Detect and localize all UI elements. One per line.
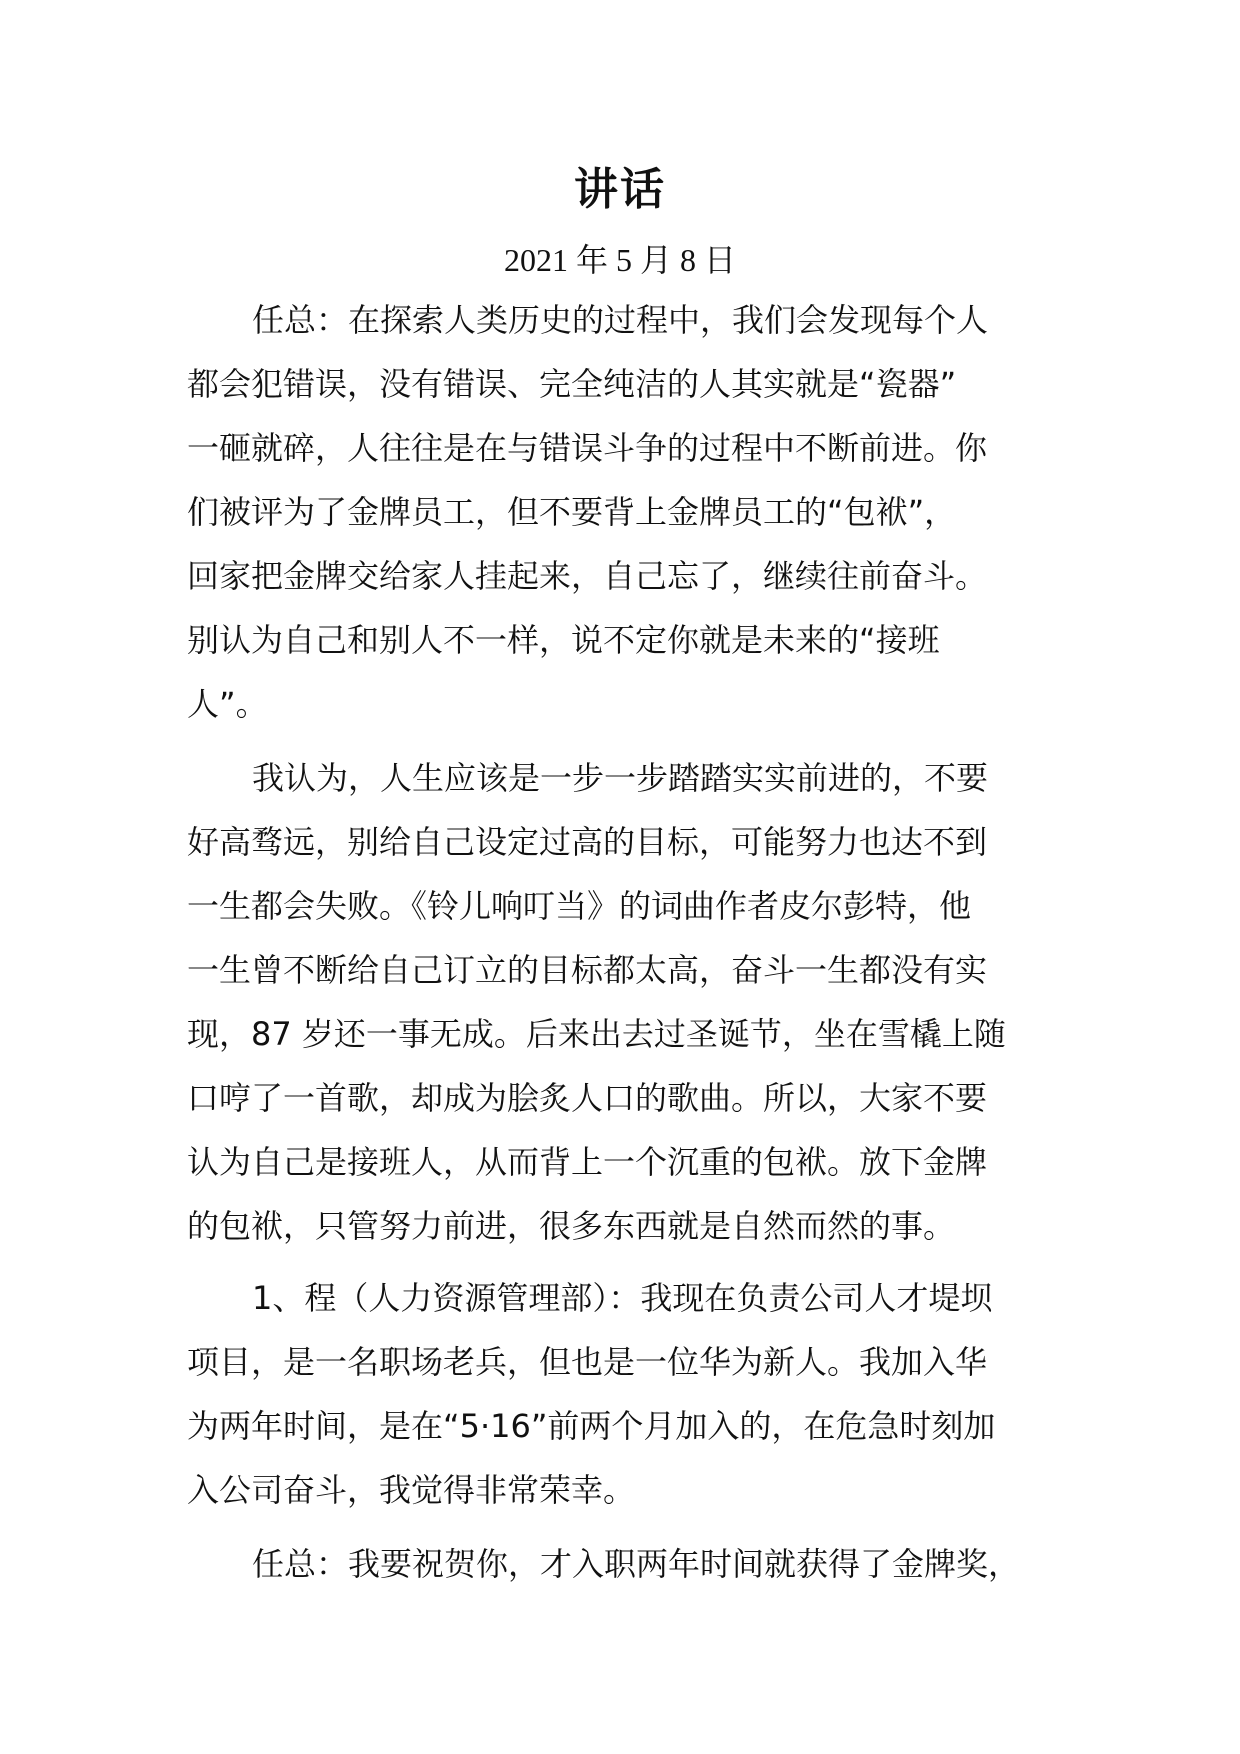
text-line: 一砸就碎，人往往是在与错误斗争的过程中不断前进。你 <box>187 429 988 467</box>
text-line: 入公司奋斗，我觉得非常荣幸。 <box>187 1471 636 1509</box>
text-line: 都会犯错误，没有错误、完全纯洁的人其实就是“瓷器” <box>187 365 957 403</box>
text-line: 好高骛远，别给自己设定过高的目标，可能努力也达不到 <box>187 823 988 861</box>
document-date: 2021 年 5 月 8 日 <box>503 242 736 278</box>
text-line: 我认为，人生应该是一步一步踏踏实实前进的，不要 <box>252 759 989 797</box>
text-line: 现，87 岁还一事无成。后来出去过圣诞节，坐在雪橇上随 <box>187 1015 1006 1053</box>
text-line: 任总：我要祝贺你，才入职两年时间就获得了金牌奖， <box>252 1545 1021 1583</box>
text-line: 们被评为了金牌员工，但不要背上金牌员工的“包袱”， <box>187 493 957 531</box>
text-line: 回家把金牌交给家人挂起来，自己忘了，继续往前奋斗。 <box>187 557 988 595</box>
text-line: 一生都会失败。《铃儿响叮当》的词曲作者皮尔彭特，他 <box>187 887 972 925</box>
text-line: 人”。 <box>187 685 268 723</box>
text-line: 一生曾不断给自己订立的目标都太高，奋斗一生都没有实 <box>187 951 988 989</box>
text-line: 项目，是一名职场老兵，但也是一位华为新人。我加入华 <box>187 1343 988 1381</box>
text-line: 别认为自己和别人不一样，说不定你就是未来的“接班 <box>187 621 940 659</box>
text-line: 为两年时间，是在“5·16”前两个月加入的，在危急时刻加 <box>187 1407 996 1445</box>
text-line: 口哼了一首歌，却成为脍炙人口的歌曲。所以，大家不要 <box>187 1079 988 1117</box>
text-line: 的包袱，只管努力前进，很多东西就是自然而然的事。 <box>187 1207 956 1245</box>
text-line: 1、程（人力资源管理部）：我现在负责公司人才堤坝 <box>252 1279 993 1317</box>
text-line: 任总：在探索人类历史的过程中，我们会发现每个人 <box>252 301 989 339</box>
document-title: 讲话 <box>574 164 666 215</box>
text-line: 认为自己是接班人，从而背上一个沉重的包袱。放下金牌 <box>187 1143 988 1181</box>
